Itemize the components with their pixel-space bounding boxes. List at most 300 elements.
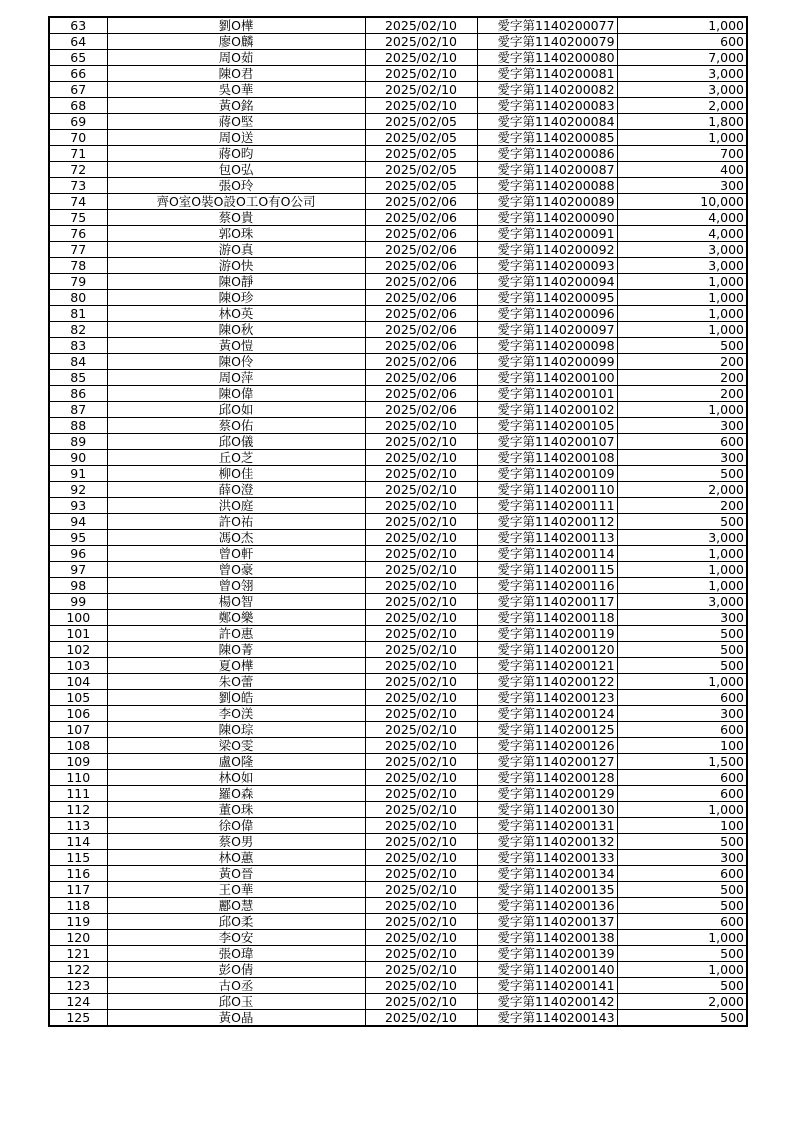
table-row	[49, 290, 747, 306]
table-row	[49, 130, 747, 146]
donation-date-cell: 2025/02/05	[365, 162, 477, 178]
donor-name-cell: 李O安	[107, 930, 365, 946]
receipt-number-cell: 愛字第1140200131	[477, 818, 617, 834]
receipt-number-cell: 愛字第1140200141	[477, 978, 617, 994]
amount-cell: 500	[617, 466, 747, 482]
donor-name-cell: 黃O晶	[107, 1010, 365, 1027]
donor-name-cell: 丘O芝	[107, 450, 365, 466]
donation-date-cell: 2025/02/10	[365, 66, 477, 82]
row-number-cell: 122	[49, 962, 107, 978]
donation-date-cell: 2025/02/06	[365, 370, 477, 386]
donation-date-cell: 2025/02/10	[365, 706, 477, 722]
amount-cell: 200	[617, 354, 747, 370]
receipt-number-cell: 愛字第1140200098	[477, 338, 617, 354]
donor-name-cell: 盧O隆	[107, 754, 365, 770]
row-number-cell: 101	[49, 626, 107, 642]
table-row	[49, 210, 747, 226]
table-row	[49, 594, 747, 610]
amount-cell: 500	[617, 978, 747, 994]
amount-cell: 1,000	[617, 962, 747, 978]
amount-cell: 3,000	[617, 594, 747, 610]
table-row	[49, 962, 747, 978]
amount-cell: 3,000	[617, 258, 747, 274]
donor-name-cell: 洪O庭	[107, 498, 365, 514]
amount-cell: 100	[617, 818, 747, 834]
row-number-cell: 97	[49, 562, 107, 578]
row-number-cell: 70	[49, 130, 107, 146]
receipt-number-cell: 愛字第1140200139	[477, 946, 617, 962]
table-row	[49, 626, 747, 642]
row-number-cell: 110	[49, 770, 107, 786]
row-number-cell: 109	[49, 754, 107, 770]
donation-date-cell: 2025/02/10	[365, 34, 477, 50]
donation-date-cell: 2025/02/06	[365, 402, 477, 418]
donor-name-cell: 邱O如	[107, 402, 365, 418]
donation-date-cell: 2025/02/10	[365, 882, 477, 898]
receipt-number-cell: 愛字第1140200120	[477, 642, 617, 658]
table-row	[49, 690, 747, 706]
donation-date-cell: 2025/02/10	[365, 818, 477, 834]
amount-cell: 1,000	[617, 402, 747, 418]
donor-name-cell: 馮O杰	[107, 530, 365, 546]
receipt-number-cell: 愛字第1140200079	[477, 34, 617, 50]
donor-name-cell: 陳O秋	[107, 322, 365, 338]
amount-cell: 7,000	[617, 50, 747, 66]
receipt-number-cell: 愛字第1140200114	[477, 546, 617, 562]
table-row	[49, 370, 747, 386]
table-row	[49, 546, 747, 562]
receipt-number-cell: 愛字第1140200126	[477, 738, 617, 754]
table-row	[49, 322, 747, 338]
donation-date-cell: 2025/02/10	[365, 946, 477, 962]
receipt-number-cell: 愛字第1140200111	[477, 498, 617, 514]
donor-name-cell: 蔣O昀	[107, 146, 365, 162]
row-number-cell: 105	[49, 690, 107, 706]
donor-name-cell: 周O萍	[107, 370, 365, 386]
receipt-number-cell: 愛字第1140200136	[477, 898, 617, 914]
row-number-cell: 67	[49, 82, 107, 98]
table-row	[49, 34, 747, 50]
row-number-cell: 72	[49, 162, 107, 178]
donation-date-cell: 2025/02/06	[365, 354, 477, 370]
row-number-cell: 86	[49, 386, 107, 402]
receipt-number-cell: 愛字第1140200116	[477, 578, 617, 594]
table-row	[49, 402, 747, 418]
amount-cell: 3,000	[617, 242, 747, 258]
table-row	[49, 466, 747, 482]
donor-name-cell: 游O快	[107, 258, 365, 274]
receipt-number-cell: 愛字第1140200088	[477, 178, 617, 194]
donor-name-cell: 蔡O貴	[107, 210, 365, 226]
donation-date-cell: 2025/02/10	[365, 898, 477, 914]
donation-date-cell: 2025/02/06	[365, 338, 477, 354]
receipt-number-cell: 愛字第1140200118	[477, 610, 617, 626]
donor-name-cell: 陳O菁	[107, 642, 365, 658]
receipt-number-cell: 愛字第1140200094	[477, 274, 617, 290]
amount-cell: 1,000	[617, 674, 747, 690]
donor-name-cell: 邱O儀	[107, 434, 365, 450]
donor-name-cell: 黃O銘	[107, 98, 365, 114]
receipt-number-cell: 愛字第1140200119	[477, 626, 617, 642]
receipt-number-cell: 愛字第1140200132	[477, 834, 617, 850]
table-row	[49, 178, 747, 194]
table-row	[49, 882, 747, 898]
amount-cell: 500	[617, 898, 747, 914]
donation-date-cell: 2025/02/10	[365, 626, 477, 642]
donation-date-cell: 2025/02/10	[365, 850, 477, 866]
row-number-cell: 103	[49, 658, 107, 674]
receipt-number-cell: 愛字第1140200135	[477, 882, 617, 898]
donor-name-cell: 楊O智	[107, 594, 365, 610]
row-number-cell: 63	[49, 17, 107, 34]
donation-date-cell: 2025/02/10	[365, 914, 477, 930]
amount-cell: 300	[617, 450, 747, 466]
row-number-cell: 83	[49, 338, 107, 354]
donor-name-cell: 包O弘	[107, 162, 365, 178]
receipt-number-cell: 愛字第1140200138	[477, 930, 617, 946]
table-row	[49, 242, 747, 258]
row-number-cell: 82	[49, 322, 107, 338]
row-number-cell: 92	[49, 482, 107, 498]
receipt-number-cell: 愛字第1140200089	[477, 194, 617, 210]
row-number-cell: 96	[49, 546, 107, 562]
receipt-number-cell: 愛字第1140200090	[477, 210, 617, 226]
table-row	[49, 770, 747, 786]
receipt-number-cell: 愛字第1140200108	[477, 450, 617, 466]
receipt-number-cell: 愛字第1140200077	[477, 17, 617, 34]
receipt-number-cell: 愛字第1140200082	[477, 82, 617, 98]
donation-table-body	[49, 17, 747, 1026]
row-number-cell: 81	[49, 306, 107, 322]
table-row	[49, 386, 747, 402]
row-number-cell: 79	[49, 274, 107, 290]
donor-name-cell: 劉O皓	[107, 690, 365, 706]
row-number-cell: 90	[49, 450, 107, 466]
donor-name-cell: 周O茹	[107, 50, 365, 66]
donor-name-cell: 柳O佳	[107, 466, 365, 482]
row-number-cell: 99	[49, 594, 107, 610]
amount-cell: 500	[617, 946, 747, 962]
donation-date-cell: 2025/02/05	[365, 130, 477, 146]
donor-name-cell: 古O丞	[107, 978, 365, 994]
table-row	[49, 226, 747, 242]
row-number-cell: 94	[49, 514, 107, 530]
receipt-number-cell: 愛字第1140200095	[477, 290, 617, 306]
amount-cell: 2,000	[617, 98, 747, 114]
table-row	[49, 898, 747, 914]
donor-name-cell: 曾O豪	[107, 562, 365, 578]
amount-cell: 100	[617, 738, 747, 754]
donation-date-cell: 2025/02/10	[365, 754, 477, 770]
donation-date-cell: 2025/02/05	[365, 146, 477, 162]
donation-date-cell: 2025/02/10	[365, 450, 477, 466]
amount-cell: 300	[617, 706, 747, 722]
donation-date-cell: 2025/02/10	[365, 546, 477, 562]
receipt-number-cell: 愛字第1140200092	[477, 242, 617, 258]
table-row	[49, 162, 747, 178]
donation-date-cell: 2025/02/10	[365, 578, 477, 594]
amount-cell: 1,500	[617, 754, 747, 770]
table-row	[49, 66, 747, 82]
donation-date-cell: 2025/02/10	[365, 978, 477, 994]
donor-name-cell: 游O真	[107, 242, 365, 258]
table-row	[49, 514, 747, 530]
amount-cell: 500	[617, 1010, 747, 1027]
donation-date-cell: 2025/02/10	[365, 594, 477, 610]
donation-date-cell: 2025/02/05	[365, 178, 477, 194]
donor-name-cell: 徐O偉	[107, 818, 365, 834]
donation-date-cell: 2025/02/06	[365, 258, 477, 274]
donation-date-cell: 2025/02/10	[365, 434, 477, 450]
row-number-cell: 68	[49, 98, 107, 114]
receipt-number-cell: 愛字第1140200096	[477, 306, 617, 322]
donation-date-cell: 2025/02/10	[365, 82, 477, 98]
donation-date-cell: 2025/02/10	[365, 50, 477, 66]
table-row	[49, 802, 747, 818]
table-row	[49, 866, 747, 882]
amount-cell: 4,000	[617, 210, 747, 226]
donor-name-cell: 陳O靜	[107, 274, 365, 290]
receipt-number-cell: 愛字第1140200143	[477, 1010, 617, 1027]
receipt-number-cell: 愛字第1140200101	[477, 386, 617, 402]
row-number-cell: 64	[49, 34, 107, 50]
donor-name-cell: 薛O澄	[107, 482, 365, 498]
amount-cell: 4,000	[617, 226, 747, 242]
donor-name-cell: 陳O伶	[107, 354, 365, 370]
row-number-cell: 121	[49, 946, 107, 962]
table-row	[49, 82, 747, 98]
amount-cell: 10,000	[617, 194, 747, 210]
donation-date-cell: 2025/02/06	[365, 386, 477, 402]
table-row	[49, 114, 747, 130]
donation-date-cell: 2025/02/06	[365, 210, 477, 226]
donation-table	[48, 16, 748, 1027]
table-row	[49, 978, 747, 994]
receipt-number-cell: 愛字第1140200130	[477, 802, 617, 818]
row-number-cell: 73	[49, 178, 107, 194]
amount-cell: 1,800	[617, 114, 747, 130]
row-number-cell: 85	[49, 370, 107, 386]
donation-date-cell: 2025/02/10	[365, 658, 477, 674]
amount-cell: 600	[617, 690, 747, 706]
table-row	[49, 818, 747, 834]
receipt-number-cell: 愛字第1140200122	[477, 674, 617, 690]
row-number-cell: 76	[49, 226, 107, 242]
donation-date-cell: 2025/02/06	[365, 226, 477, 242]
donor-name-cell: 蔣O堅	[107, 114, 365, 130]
receipt-number-cell: 愛字第1140200140	[477, 962, 617, 978]
table-row	[49, 914, 747, 930]
amount-cell: 1,000	[617, 17, 747, 34]
donor-name-cell: 梁O雯	[107, 738, 365, 754]
receipt-number-cell: 愛字第1140200086	[477, 146, 617, 162]
donor-name-cell: 黃O愷	[107, 338, 365, 354]
donation-date-cell: 2025/02/06	[365, 194, 477, 210]
row-number-cell: 102	[49, 642, 107, 658]
donor-name-cell: 陳O珍	[107, 290, 365, 306]
donation-date-cell: 2025/02/10	[365, 530, 477, 546]
table-row	[49, 274, 747, 290]
row-number-cell: 71	[49, 146, 107, 162]
amount-cell: 400	[617, 162, 747, 178]
donor-name-cell: 朱O蕾	[107, 674, 365, 690]
amount-cell: 500	[617, 514, 747, 530]
amount-cell: 600	[617, 914, 747, 930]
donation-date-cell: 2025/02/10	[365, 482, 477, 498]
row-number-cell: 95	[49, 530, 107, 546]
receipt-number-cell: 愛字第1140200128	[477, 770, 617, 786]
donor-name-cell: 蔡O佑	[107, 418, 365, 434]
row-number-cell: 107	[49, 722, 107, 738]
amount-cell: 200	[617, 498, 747, 514]
row-number-cell: 115	[49, 850, 107, 866]
receipt-number-cell: 愛字第1140200081	[477, 66, 617, 82]
receipt-number-cell: 愛字第1140200124	[477, 706, 617, 722]
row-number-cell: 104	[49, 674, 107, 690]
donation-date-cell: 2025/02/10	[365, 498, 477, 514]
row-number-cell: 80	[49, 290, 107, 306]
donor-name-cell: 王O華	[107, 882, 365, 898]
table-row	[49, 418, 747, 434]
amount-cell: 500	[617, 658, 747, 674]
row-number-cell: 84	[49, 354, 107, 370]
receipt-number-cell: 愛字第1140200123	[477, 690, 617, 706]
row-number-cell: 88	[49, 418, 107, 434]
row-number-cell: 125	[49, 1010, 107, 1027]
amount-cell: 200	[617, 386, 747, 402]
donor-name-cell: 陳O君	[107, 66, 365, 82]
donation-date-cell: 2025/02/10	[365, 514, 477, 530]
row-number-cell: 108	[49, 738, 107, 754]
amount-cell: 600	[617, 866, 747, 882]
donor-name-cell: 彭O倩	[107, 962, 365, 978]
receipt-number-cell: 愛字第1140200099	[477, 354, 617, 370]
amount-cell: 1,000	[617, 322, 747, 338]
receipt-number-cell: 愛字第1140200084	[477, 114, 617, 130]
donation-date-cell: 2025/02/10	[365, 802, 477, 818]
row-number-cell: 120	[49, 930, 107, 946]
receipt-number-cell: 愛字第1140200105	[477, 418, 617, 434]
donor-name-cell: 李O渼	[107, 706, 365, 722]
donation-date-cell: 2025/02/10	[365, 562, 477, 578]
table-row	[49, 98, 747, 114]
donation-date-cell: 2025/02/05	[365, 114, 477, 130]
amount-cell: 1,000	[617, 802, 747, 818]
table-row	[49, 850, 747, 866]
table-row	[49, 450, 747, 466]
receipt-number-cell: 愛字第1140200085	[477, 130, 617, 146]
receipt-number-cell: 愛字第1140200102	[477, 402, 617, 418]
row-number-cell: 87	[49, 402, 107, 418]
donation-date-cell: 2025/02/06	[365, 290, 477, 306]
donation-date-cell: 2025/02/10	[365, 642, 477, 658]
donor-name-cell: 林O蕙	[107, 850, 365, 866]
receipt-number-cell: 愛字第1140200112	[477, 514, 617, 530]
table-row	[49, 674, 747, 690]
amount-cell: 1,000	[617, 930, 747, 946]
table-row	[49, 434, 747, 450]
amount-cell: 3,000	[617, 82, 747, 98]
receipt-number-cell: 愛字第1140200125	[477, 722, 617, 738]
amount-cell: 1,000	[617, 546, 747, 562]
donor-name-cell: 張O玲	[107, 178, 365, 194]
table-row	[49, 834, 747, 850]
donor-name-cell: 許O惠	[107, 626, 365, 642]
table-row	[49, 498, 747, 514]
amount-cell: 600	[617, 770, 747, 786]
donor-name-cell: 鄭O樂	[107, 610, 365, 626]
donor-name-cell: 曾O翎	[107, 578, 365, 594]
donation-date-cell: 2025/02/10	[365, 418, 477, 434]
table-row	[49, 706, 747, 722]
amount-cell: 500	[617, 834, 747, 850]
table-row	[49, 578, 747, 594]
receipt-number-cell: 愛字第1140200137	[477, 914, 617, 930]
amount-cell: 300	[617, 418, 747, 434]
receipt-number-cell: 愛字第1140200083	[477, 98, 617, 114]
amount-cell: 200	[617, 370, 747, 386]
donor-name-cell: 黃O晉	[107, 866, 365, 882]
donation-date-cell: 2025/02/10	[365, 738, 477, 754]
donor-name-cell: 蔡O男	[107, 834, 365, 850]
receipt-number-cell: 愛字第1140200107	[477, 434, 617, 450]
table-row	[49, 930, 747, 946]
table-row	[49, 722, 747, 738]
table-row	[49, 610, 747, 626]
donation-date-cell: 2025/02/10	[365, 962, 477, 978]
amount-cell: 3,000	[617, 530, 747, 546]
table-row	[49, 994, 747, 1010]
table-row	[49, 482, 747, 498]
receipt-number-cell: 愛字第1140200121	[477, 658, 617, 674]
donation-date-cell: 2025/02/10	[365, 690, 477, 706]
receipt-number-cell: 愛字第1140200133	[477, 850, 617, 866]
receipt-number-cell: 愛字第1140200093	[477, 258, 617, 274]
donation-date-cell: 2025/02/10	[365, 786, 477, 802]
donation-date-cell: 2025/02/10	[365, 770, 477, 786]
amount-cell: 600	[617, 722, 747, 738]
table-row	[49, 50, 747, 66]
row-number-cell: 116	[49, 866, 107, 882]
row-number-cell: 89	[49, 434, 107, 450]
table-row	[49, 642, 747, 658]
donor-name-cell: 酈O慧	[107, 898, 365, 914]
table-row	[49, 562, 747, 578]
donor-name-cell: 劉O樺	[107, 17, 365, 34]
donor-name-cell: 周O送	[107, 130, 365, 146]
row-number-cell: 123	[49, 978, 107, 994]
amount-cell: 3,000	[617, 66, 747, 82]
amount-cell: 1,000	[617, 290, 747, 306]
donor-name-cell: 陳O偉	[107, 386, 365, 402]
donation-date-cell: 2025/02/10	[365, 674, 477, 690]
amount-cell: 1,000	[617, 130, 747, 146]
amount-cell: 700	[617, 146, 747, 162]
row-number-cell: 78	[49, 258, 107, 274]
donation-date-cell: 2025/02/10	[365, 1010, 477, 1027]
row-number-cell: 66	[49, 66, 107, 82]
donation-date-cell: 2025/02/10	[365, 994, 477, 1010]
table-row	[49, 146, 747, 162]
donor-name-cell: 曾O軒	[107, 546, 365, 562]
amount-cell: 500	[617, 338, 747, 354]
table-row	[49, 194, 747, 210]
donation-date-cell: 2025/02/10	[365, 866, 477, 882]
receipt-number-cell: 愛字第1140200097	[477, 322, 617, 338]
row-number-cell: 69	[49, 114, 107, 130]
donor-name-cell: 齊O室O裝O設O工O有O公司	[107, 194, 365, 210]
amount-cell: 500	[617, 626, 747, 642]
